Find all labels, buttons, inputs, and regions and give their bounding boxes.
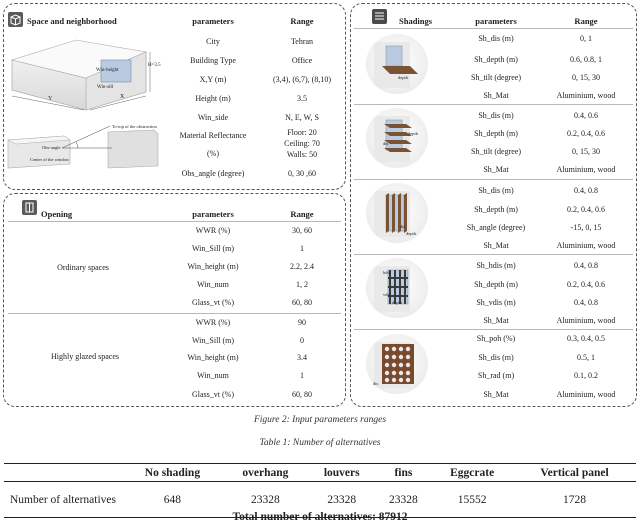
shading-range: 0.4, 0.8 — [574, 186, 598, 195]
shading-group-rule — [354, 329, 633, 330]
space-col-params: parameters — [192, 16, 234, 26]
louvers-dis-label: dis — [383, 141, 389, 146]
shading-range: 0, 15, 30 — [572, 147, 600, 156]
shading-range: 0.2, 0.4, 0.6 — [567, 280, 605, 289]
opening-range: 3.4 — [297, 353, 307, 362]
table-caption: Table 1: Number of alternatives — [259, 438, 381, 448]
opening-range: 60, 80 — [292, 298, 312, 307]
space-range: 3.5 — [297, 94, 307, 103]
opening-panel-title: Opening — [41, 209, 73, 219]
shading-param: Sh_hdis (m) — [476, 261, 516, 270]
opening-group-name: Ordinary spaces — [57, 263, 109, 272]
opening-range: 60, 80 — [292, 390, 312, 399]
fins-dis-label: dis — [400, 224, 406, 229]
shading-param: Sh_depth (m) — [474, 205, 518, 214]
opening-param: Win_height (m) — [187, 353, 239, 362]
label-center-window: Center of the window — [30, 157, 70, 162]
shading-range: Aluminium, wood — [556, 165, 616, 174]
opening-range: 30, 60 — [292, 226, 312, 235]
shading-range: -15, 0, 15 — [570, 223, 602, 232]
opening-header-rule — [8, 221, 341, 222]
shading-range: Aluminium, wood — [556, 316, 616, 325]
shadings-col-range: Range — [574, 16, 598, 26]
space-range: Floor: 20 — [287, 128, 317, 137]
fins-depth-label: depth — [406, 231, 416, 236]
figure-caption: Figure 2: Input parameters ranges — [253, 415, 387, 425]
shading-icon — [372, 9, 387, 24]
shading-param: Sh_Mat — [483, 91, 509, 100]
table-header-row — [4, 464, 636, 482]
shading-param: Sh_depth (m) — [474, 55, 518, 64]
shading-range: Aluminium, wood — [556, 241, 616, 250]
shading-range: 0, 15, 30 — [572, 73, 600, 82]
shading-range: 0.1, 0.2 — [574, 371, 598, 380]
space-range: Walls: 50 — [286, 150, 318, 159]
shading-param: Sh_dis (m) — [478, 186, 514, 195]
eggcrate-depth-label: depth — [392, 300, 402, 305]
shading-range: 0.6, 0.8, 1 — [570, 55, 602, 64]
space-param: (%) — [207, 149, 219, 158]
alternatives-table — [4, 463, 636, 518]
opening-group-rule — [8, 313, 341, 314]
shading-range: 0.2, 0.4, 0.6 — [567, 129, 605, 138]
table-cell: 23328 — [376, 482, 432, 518]
opening-param: WWR (%) — [195, 318, 231, 327]
opening-range: 1 — [300, 244, 304, 253]
shading-param: Sh_Mat — [483, 165, 509, 174]
shading-range: 0.3, 0.4, 0.5 — [567, 334, 605, 343]
space-range: (3,4), (6,7), (8,10) — [273, 75, 331, 84]
opening-range: 2.2, 2.4 — [290, 262, 314, 271]
table-cell: 15552 — [431, 482, 513, 518]
opening-param: Win_num — [197, 371, 229, 380]
opening-col-params: parameters — [192, 209, 234, 219]
space-range: Tehran — [290, 37, 314, 46]
fins-image — [366, 183, 428, 243]
label-win-sill: Win-sill — [97, 85, 114, 90]
label-obs-top: To-top of the obstruction — [112, 124, 157, 129]
table-header: No shading — [122, 464, 223, 482]
table-cell: 23328 — [308, 482, 376, 518]
space-param: Win_side — [197, 113, 229, 122]
space-param: Material Reflectance — [179, 131, 247, 140]
row-label: Number of alternatives — [4, 482, 122, 518]
label-obs-angle: Obs-angle — [42, 145, 61, 150]
overhang-depth-label: depth — [398, 75, 408, 80]
space-param: Obs_angle (degree) — [181, 169, 245, 178]
shading-range: Aluminium, wood — [556, 390, 616, 399]
table-header: overhang — [223, 464, 308, 482]
label-h: H=3.5 — [148, 63, 161, 68]
shading-param: Sh_depth (m) — [474, 129, 518, 138]
table-cell: 648 — [122, 482, 223, 518]
space-param: City — [206, 37, 220, 46]
louvers-image — [366, 108, 428, 168]
opening-col-range: Range — [290, 209, 314, 219]
eggcrate-image — [366, 258, 428, 318]
space-range: 0, 30 ,60 — [288, 169, 316, 178]
shading-param: Sh_dis (m) — [478, 34, 514, 43]
space-col-range: Range — [290, 16, 314, 26]
shadings-col-params: parameters — [475, 16, 517, 26]
shading-group-rule — [354, 254, 633, 255]
overhang-image — [366, 34, 428, 94]
shading-param: Sh_Mat — [483, 390, 509, 399]
table-header: fins — [376, 464, 432, 482]
room-diagram — [6, 32, 166, 112]
opening-param: Glass_vt (%) — [192, 390, 234, 399]
opening-param: Glass_vt (%) — [192, 298, 234, 307]
shading-param: Sh_tilt (degree) — [471, 73, 521, 82]
space-range: Office — [291, 56, 313, 65]
space-range: Ceiling: 70 — [284, 139, 320, 148]
opening-range: 90 — [298, 318, 306, 327]
eggcrate-hdis-label: hdis — [383, 270, 391, 275]
opening-param: Win_Sill (m) — [191, 244, 235, 253]
shading-param: Sh_dis (m) — [478, 353, 514, 362]
table-header: louvers — [308, 464, 376, 482]
shading-range: 0.4, 0.6 — [574, 111, 598, 120]
shading-range: 0.4, 0.8 — [574, 298, 598, 307]
space-range: N, E, W, S — [285, 113, 319, 122]
total-alternatives: Total number of alternatives: 87912 — [232, 511, 408, 523]
label-win-height: Win-height — [96, 68, 119, 73]
opening-param: Win_height (m) — [187, 262, 239, 271]
shading-param: Sh_angle (degree) — [466, 223, 526, 232]
opening-param: Win_num — [197, 280, 229, 289]
shading-range: 0.4, 0.8 — [574, 261, 598, 270]
table-cell: 23328 — [223, 482, 308, 518]
table-cell: 1728 — [513, 482, 636, 518]
vertical-panel-dis-label: dis — [373, 381, 379, 386]
space-param: X,Y (m) — [199, 75, 227, 84]
shading-param: Sh_dis (m) — [478, 111, 514, 120]
opening-range: 0 — [300, 336, 304, 345]
table-header: Vertical panel — [513, 464, 636, 482]
shadings-header-rule — [354, 28, 633, 29]
opening-range: 1, 2 — [296, 280, 308, 289]
shading-param: Sh_poh (%) — [476, 334, 516, 343]
shading-param: Sh_Mat — [483, 241, 509, 250]
shading-param: Sh_rad (m) — [477, 371, 515, 380]
shading-range: 0.5, 1 — [577, 353, 595, 362]
table-header: Eggcrate — [431, 464, 513, 482]
space-param: Height (m) — [195, 94, 231, 103]
shading-range: 0.2, 0.4, 0.6 — [567, 205, 605, 214]
eggcrate-vdis-label: vdis — [383, 292, 391, 297]
shading-param: Sh_tilt (degree) — [471, 147, 521, 156]
shadings-panel-title: Shadings — [399, 16, 433, 26]
shading-group-rule — [354, 104, 633, 105]
opening-param: Win_Sill (m) — [191, 336, 235, 345]
louvers-depth-label: depth — [408, 131, 418, 136]
table-header — [4, 464, 122, 482]
label-x: X — [120, 94, 125, 100]
shading-group-rule — [354, 179, 633, 180]
shading-param: Sh_depth (m) — [474, 280, 518, 289]
shading-range: Aluminium, wood — [556, 91, 616, 100]
space-panel-title: Space and neighborhood — [27, 16, 117, 26]
opening-range: 1 — [300, 371, 304, 380]
shading-range: 0, 1 — [580, 34, 592, 43]
window-icon — [22, 200, 37, 215]
opening-group-name: Highly glazed spaces — [51, 352, 119, 361]
opening-param: WWR (%) — [195, 226, 231, 235]
room-icon — [8, 12, 23, 27]
shading-param: Sh_Mat — [483, 316, 509, 325]
space-param: Building Type — [190, 56, 236, 65]
shading-param: Sh_vdis (m) — [476, 298, 516, 307]
label-y: Y — [48, 96, 53, 102]
